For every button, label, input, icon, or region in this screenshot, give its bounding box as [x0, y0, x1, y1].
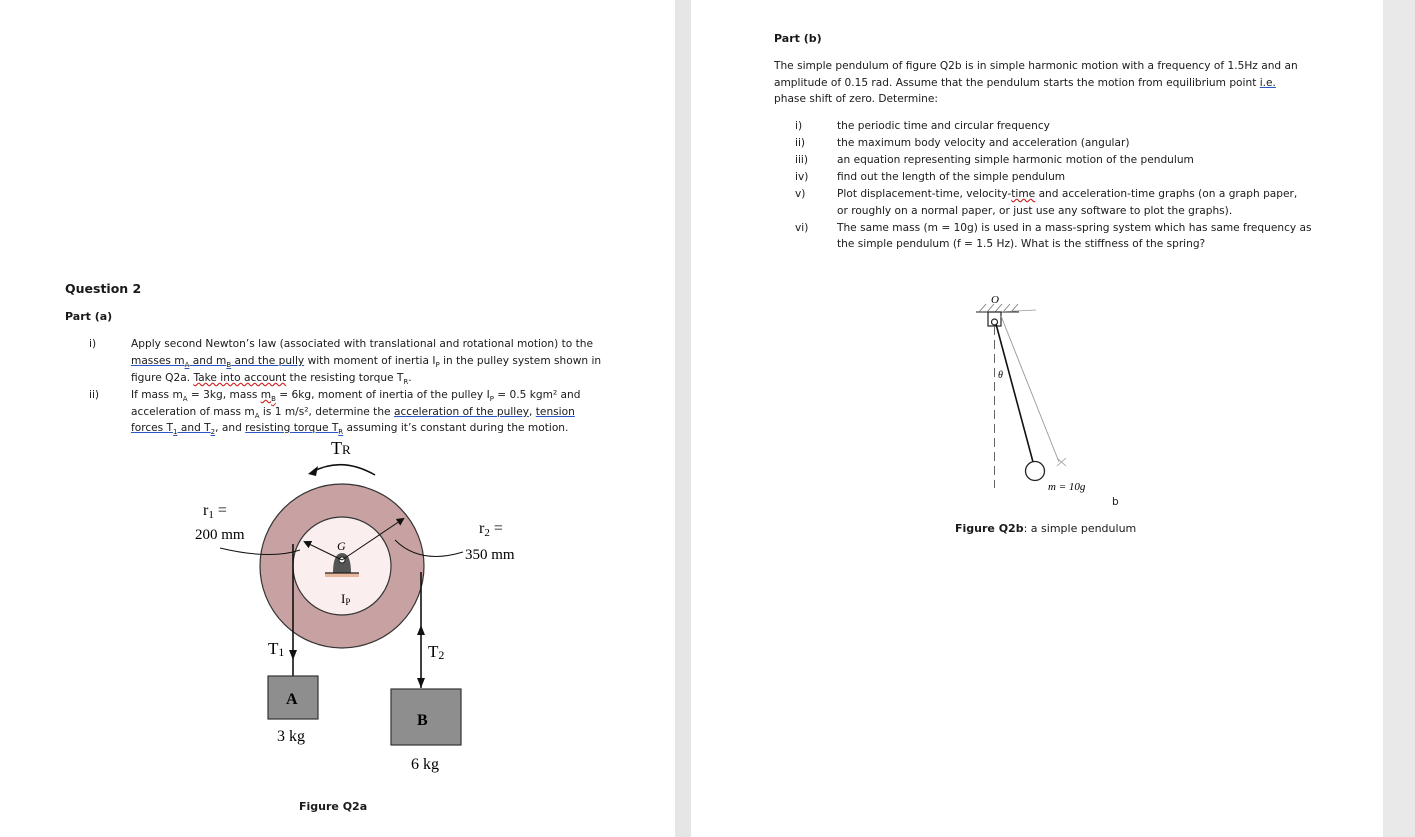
text-segment: with moment of inertia I [304, 355, 436, 367]
r1-symbol: r1 = [203, 502, 227, 521]
text-segment: Plot displacement-time, velocity- [837, 188, 1012, 200]
intro-line3: phase shift of zero. Determine: [774, 93, 938, 105]
part-b-heading: Part (b) [774, 32, 822, 45]
text-segment: = 6kg, moment of inertia of the pulley I [275, 389, 490, 401]
item-vi-line1: The same mass (m = 10g) is used in a mass-spring system which has same frequency as [837, 222, 1312, 234]
text-segment: assuming it’s constant during the motion. [343, 422, 569, 434]
part-a-heading: Part (a) [65, 310, 113, 323]
text-segment: and acceleration-time graphs (on a graph paper, [1035, 188, 1298, 200]
mass-a-label: A [286, 691, 298, 708]
pendulum-rod [996, 324, 1033, 462]
t1-arrowhead [289, 650, 297, 660]
item-vi-line2: the simple pendulum (f = 1.5 Hz). What is the stiffness of the spring? [837, 238, 1206, 250]
mass-a-weight: 3 kg [277, 728, 305, 745]
text-segment: . [408, 372, 412, 384]
t2-label: T2 [428, 642, 445, 662]
intro-line1: The simple pendulum of figure Q2b is in simple harmonic motion with a frequency of 1.5Hz and an [774, 60, 1298, 72]
t2-arrowhead [417, 625, 425, 635]
subscript: A [184, 361, 190, 370]
r2-symbol: r2 = [479, 520, 503, 539]
b-down-arrowhead [417, 678, 425, 688]
text-segment: = 0.5 kgm² and [493, 389, 581, 401]
subscript: P [489, 395, 494, 404]
list-item-number: iii) [795, 154, 808, 166]
underlined-text: tension [535, 406, 575, 418]
g-label: G [337, 539, 346, 553]
caption-bold: Figure Q2b [955, 522, 1024, 535]
r2-value: 350 mm [465, 547, 515, 563]
spellcheck-text[interactable]: time [1011, 188, 1036, 200]
swing-envelope [1001, 316, 1059, 462]
underlined-text: resisting torque T [245, 422, 339, 434]
subscript: R [403, 378, 409, 387]
text-segment: figure Q2a. [131, 372, 194, 384]
figure-q2a-caption: Figure Q2a [299, 800, 368, 813]
item-v-line1 [837, 186, 1297, 203]
question-title: Question 2 [65, 281, 142, 296]
subscript: A [182, 395, 188, 404]
subscript: A [254, 412, 260, 421]
text-segment: acceleration of mass m [131, 406, 255, 418]
text-segment: and m [189, 355, 227, 367]
mass-b-label: B [417, 712, 428, 729]
text-segment: If mass m [131, 389, 183, 401]
item-i-number: i) [89, 338, 97, 350]
underlined-text: forces T [131, 422, 174, 434]
pulley-diagram [0, 436, 675, 837]
list-item-text: find out the length of the simple pendulum [837, 171, 1066, 183]
list-item-number: ii) [795, 137, 806, 149]
item-v-line2: or roughly on a normal paper, or just use any software to plot the graphs). [837, 205, 1233, 217]
vertical-scrollbar-track[interactable] [1383, 0, 1415, 837]
mass-b-weight: 6 kg [411, 756, 439, 773]
text-segment: = 3kg, mass [187, 389, 261, 401]
tr-label: TR [331, 438, 351, 458]
page-gutter [675, 0, 691, 837]
figure-q2b-caption [955, 522, 1136, 535]
text-segment: , and [215, 422, 246, 434]
ip-label: IP [341, 591, 351, 607]
underlined-text: and T [177, 422, 211, 434]
item-v-number: v) [795, 188, 806, 200]
text-segment: in the pulley system shown in [439, 355, 602, 367]
mass-label: m = 10g [1048, 481, 1086, 493]
subscript: 1 [173, 428, 178, 437]
text-segment: amplitude of 0.15 rad. Assume that the pendulum starts the motion from equilibrium point [774, 77, 1260, 89]
document-page-right [691, 0, 1383, 837]
text-segment: , [529, 406, 536, 418]
list-item-number: iv) [795, 171, 809, 183]
list-item-text: an equation representing simple harmonic motion of the pendulum [837, 154, 1194, 166]
caption-text: : a simple pendulum [1023, 522, 1137, 535]
o-label: O [991, 294, 999, 306]
item-i-line1: Apply second Newton’s law (associated with translational and rotational motion) to the [131, 338, 594, 350]
subscript: 2 [210, 428, 216, 437]
subscript: R [338, 428, 344, 437]
item-ii-number: ii) [89, 389, 100, 401]
list-item-text: the periodic time and circular frequency [837, 120, 1050, 132]
list-item-text: the maximum body velocity and acceleration (angular) [837, 137, 1130, 149]
item-vi-number: vi) [795, 222, 809, 234]
document-page-left [0, 0, 675, 837]
torque-arc [312, 465, 375, 475]
text-segment: the resisting torque T [286, 372, 404, 384]
underlined-text: i.e. [1259, 77, 1276, 89]
intro-line2 [774, 75, 1276, 92]
t1-label: T1 [268, 639, 285, 659]
figure-letter-b: b [1112, 496, 1119, 508]
subscript: B [226, 361, 232, 370]
list-item-number: i) [795, 120, 803, 132]
subscript: P [435, 361, 440, 370]
spellcheck-text[interactable]: Take into account [193, 372, 287, 384]
torque-arrowhead [308, 466, 318, 476]
text-segment: masses m [131, 355, 185, 367]
underlined-text: acceleration of the pulley [393, 406, 530, 418]
text-segment: is 1 m/s², determine the [259, 406, 394, 418]
spellcheck-text[interactable]: m [260, 389, 272, 401]
text-segment: and the pully [231, 355, 305, 367]
r1-value: 200 mm [195, 527, 245, 543]
pendulum-bob [1026, 462, 1045, 481]
pendulum-diagram [951, 290, 1131, 510]
subscript: B [271, 395, 276, 404]
theta-label: θ [998, 370, 1003, 381]
